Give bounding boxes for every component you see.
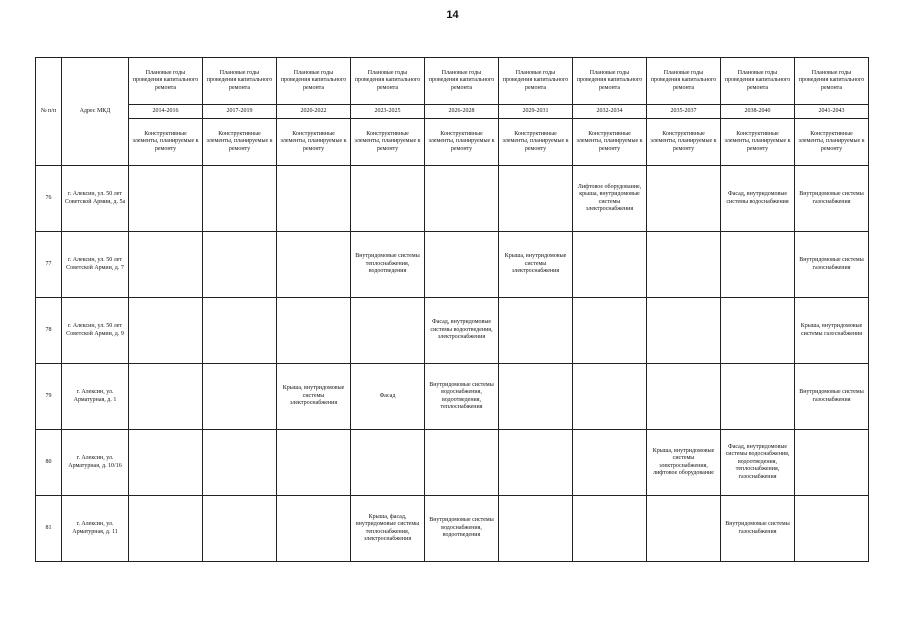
repair-cell: Лифтовое оборудование, крыша, внутридомовые системы электроснабжения [573,166,647,232]
row-number: 76 [36,166,62,232]
header-period: 2032-2034 [573,105,647,119]
repair-cell [425,232,499,298]
header-planned-years: Плановые годы проведения капитального ремонта [795,58,869,105]
repair-cell [499,166,573,232]
repair-cell [499,496,573,562]
row-number: 78 [36,298,62,364]
row-number: 80 [36,430,62,496]
row-number: 81 [36,496,62,562]
repair-cell [129,298,203,364]
repair-cell: Крыша, внутридомовые системы газоснабжения [795,298,869,364]
row-address: г. Алексин, ул. Арматурная, д. 10/16 [62,430,129,496]
repair-cell [129,166,203,232]
repair-cell [277,166,351,232]
row-address: г. Алексин, ул. 50 лет Советской Армии, д. 7 [62,232,129,298]
header-elements: Конструктивные элементы, планируемые к ремонту [573,119,647,166]
header-period: 2023-2025 [351,105,425,119]
repair-cell [573,298,647,364]
repair-cell [573,496,647,562]
header-period: 2026-2028 [425,105,499,119]
header-period: 2038-2040 [721,105,795,119]
row-address: г. Алексин, ул. Арматурная, д. 11 [62,496,129,562]
repair-cell [721,232,795,298]
repair-cell [647,232,721,298]
page-number: 14 [446,9,459,21]
header-planned-years: Плановые годы проведения капитального ремонта [425,58,499,105]
repair-cell: Внутридомовые системы газоснабжения [795,232,869,298]
repair-cell: Фасад, внутридомовые системы водоснабжения, водоотведения, теплоснабжения, газоснабжения [721,430,795,496]
header-planned-years: Плановые годы проведения капитального ремонта [647,58,721,105]
repair-cell [129,364,203,430]
header-planned-years: Плановые годы проведения капитального ремонта [721,58,795,105]
header-elements: Конструктивные элементы, планируемые к ремонту [203,119,277,166]
header-row-years [36,58,869,105]
repair-cell [277,430,351,496]
header-planned-years: Плановые годы проведения капитального ремонта [499,58,573,105]
header-planned-years: Плановые годы проведения капитального ремонта [277,58,351,105]
repair-cell: Внутридомовые системы газоснабжения [721,496,795,562]
repair-cell [203,232,277,298]
header-elements: Конструктивные элементы, планируемые к ремонту [795,119,869,166]
repair-cell: Крыша, внутридомовые системы электроснабжения, лифтовое оборудование [647,430,721,496]
repair-cell [647,364,721,430]
repair-cell [277,232,351,298]
repair-cell: Фасад [351,364,425,430]
header-period: 2029-2031 [499,105,573,119]
repair-cell: Внутридомовые системы газоснабжения [795,166,869,232]
header-period: 2020-2022 [277,105,351,119]
repair-cell: Крыша, внутридомовые системы электроснабжения [499,232,573,298]
repair-cell [795,496,869,562]
header-elements: Конструктивные элементы, планируемые к ремонту [647,119,721,166]
repair-cell [277,496,351,562]
header-number: № п/п [36,58,62,166]
repair-cell [129,232,203,298]
header-elements: Конструктивные элементы, планируемые к ремонту [129,119,203,166]
header-planned-years: Плановые годы проведения капитального ремонта [351,58,425,105]
header-planned-years: Плановые годы проведения капитального ремонта [573,58,647,105]
repair-cell [351,166,425,232]
header-elements: Конструктивные элементы, планируемые к ремонту [721,119,795,166]
repair-cell [795,430,869,496]
table-row [36,364,869,430]
header-row-elements [36,119,869,166]
row-address: г. Алексин, ул. Арматурная, д. 1 [62,364,129,430]
repair-cell [573,430,647,496]
repair-cell: Фасад, внутридомовые системы водоснабжения [721,166,795,232]
row-number: 79 [36,364,62,430]
row-address: г. Алексин, ул. 50 лет Советской Армии, д. 9 [62,298,129,364]
row-number: 77 [36,232,62,298]
repair-cell [351,298,425,364]
repair-cell [203,496,277,562]
repair-cell [573,364,647,430]
repair-cell [499,298,573,364]
repair-cell [203,430,277,496]
repair-cell: Внутридомовые системы теплоснабжения, водоотведения [351,232,425,298]
repair-cell [203,298,277,364]
header-elements: Конструктивные элементы, планируемые к ремонту [351,119,425,166]
repair-cell [573,232,647,298]
table-row [36,166,869,232]
header-address: Адрес МКД [62,58,129,166]
repair-cell [129,496,203,562]
table-row [36,232,869,298]
header-period: 2014-2016 [129,105,203,119]
header-planned-years: Плановые годы проведения капитального ремонта [129,58,203,105]
repair-cell: Внутридомовые системы газоснабжения [795,364,869,430]
repair-cell [425,430,499,496]
repair-cell [499,364,573,430]
header-period: 2041-2043 [795,105,869,119]
repair-cell [647,166,721,232]
table-row [36,298,869,364]
header-planned-years: Плановые годы проведения капитального ремонта [203,58,277,105]
header-elements: Конструктивные элементы, планируемые к ремонту [499,119,573,166]
repair-cell [647,496,721,562]
repair-cell [721,298,795,364]
header-elements: Конструктивные элементы, планируемые к ремонту [425,119,499,166]
repair-cell: Внутридомовые системы водоснабжения, водоотведения [425,496,499,562]
repair-cell: Внутридомовые системы водоснабжения, водоотведения, теплоснабжения [425,364,499,430]
repair-cell [499,430,573,496]
table-row [36,430,869,496]
header-row-periods [36,105,869,119]
repair-cell: Фасад, внутридомовые системы водоотведения, электроснабжения [425,298,499,364]
capital-repair-plan-table [35,57,869,562]
repair-cell [721,364,795,430]
table-row [36,496,869,562]
header-period: 2035-2037 [647,105,721,119]
repair-cell: Крыша, внутридомовые системы электроснабжения [277,364,351,430]
repair-cell [425,166,499,232]
repair-cell [203,364,277,430]
header-elements: Конструктивные элементы, планируемые к ремонту [277,119,351,166]
row-address: г. Алексин, ул. 50 лет Советской Армии, д. 5а [62,166,129,232]
repair-cell [203,166,277,232]
repair-cell [129,430,203,496]
repair-cell [351,430,425,496]
repair-cell: Крыша, фасад, внутридомовые системы теплоснабжения, электроснабжения [351,496,425,562]
repair-cell [647,298,721,364]
repair-cell [277,298,351,364]
header-period: 2017-2019 [203,105,277,119]
